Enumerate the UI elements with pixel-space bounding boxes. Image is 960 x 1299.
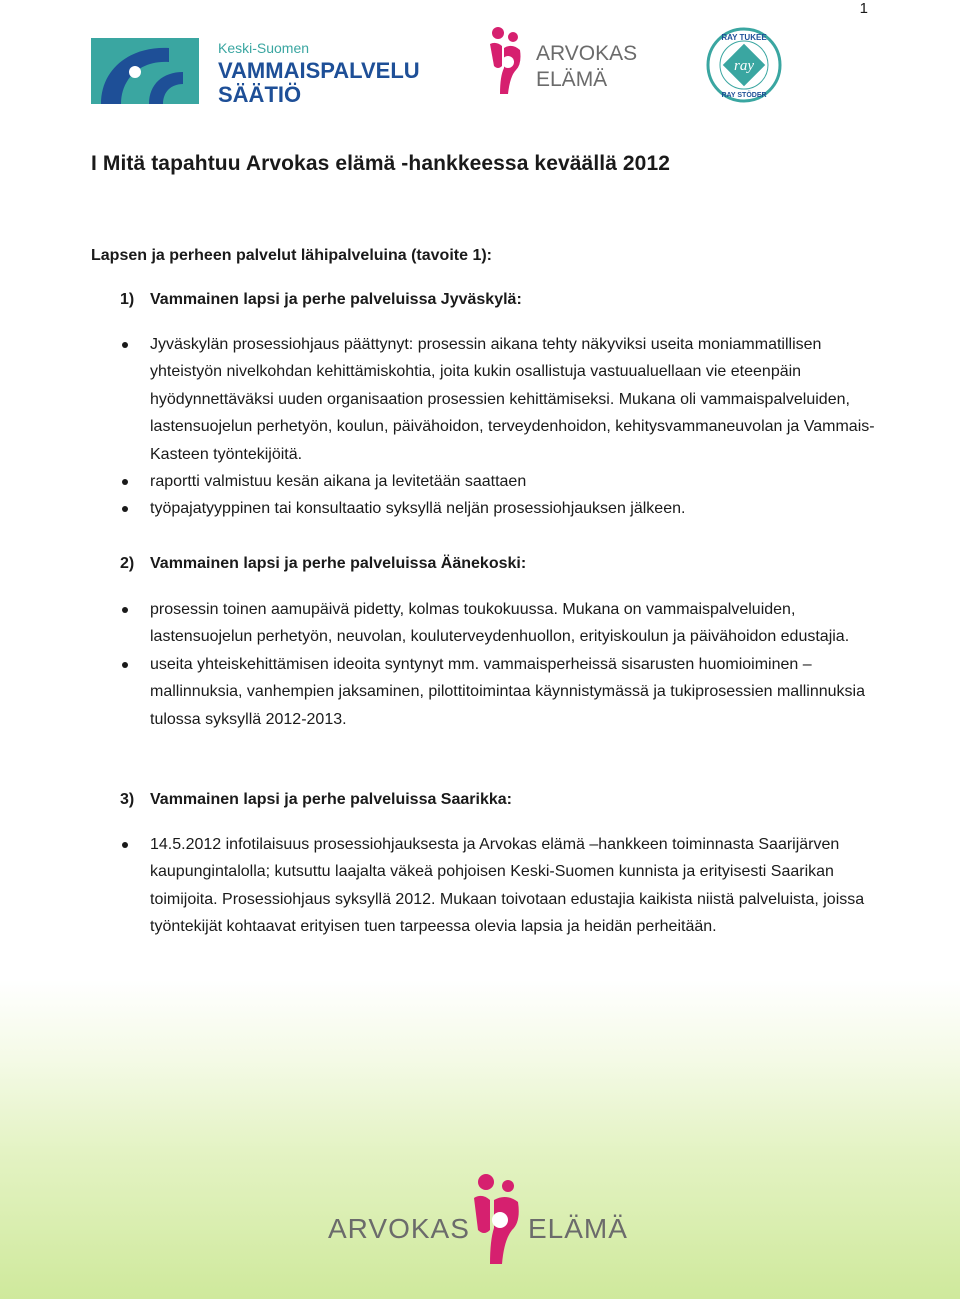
ray-tukee-badge xyxy=(704,26,784,104)
ray-center-text: ray xyxy=(734,58,754,74)
section-number: 1) xyxy=(120,291,135,308)
section-number: 3) xyxy=(120,791,135,808)
section-title: Vammainen lapsi ja perhe palveluissa Saarikka: xyxy=(150,791,512,808)
ks-logo-line1: Keski-Suomen xyxy=(218,40,310,56)
section-1-list xyxy=(120,331,880,523)
footer-logo-right: ELÄMÄ xyxy=(528,1213,628,1244)
list-item: useita yhteiskehittämisen ideoita syntynyt mm. vammaisperheissä sisarusten huomioiminen – mallinnuksia, vanhempien jaksaminen, pilottitoimintaa käynnistymässä ja tukiprosessien mallinnuksia tulossa syksyllä 2012-2013. xyxy=(120,651,880,733)
section-heading-2 xyxy=(120,555,526,573)
list-item: prosessin toinen aamupäivä pidetty, kolmas toukokuussa. Mukana on vammaispalveluiden, lastensuojelun perhetyön, neuvolan, kouluterveydenhuollon, erityiskoulun ja päivähoidon edustajia. xyxy=(120,596,880,651)
arvokas-elama-footer-logo xyxy=(328,1168,628,1268)
ks-logo-line3: SÄÄTIÖ xyxy=(218,82,302,106)
document-title: I Mitä tapahtuu Arvokas elämä -hankkeessa keväällä 2012 xyxy=(91,152,671,175)
list-item: Jyväskylän prosessiohjaus päättynyt: prosessin aikana tehty näkyviksi useita moniammatillisen yhteistyön nivelkohdan kehittämiskohtia, joita kukin osallistuja vastuualuellaan vie eteenpäin hyödynnettäväksi uuden organisaation prosessien kehittämiseksi. Mukana oli vammaispalveluiden, lastensuojelun perhetyön, koulun, päivähoidon, terveydenhoidon, kehitysvammaneuvolan ja Vammais-Kasteen työntekijöitä. xyxy=(120,331,880,468)
section-title: Vammainen lapsi ja perhe palveluissa Jyväskylä: xyxy=(150,291,522,308)
arvokas-elama-logo xyxy=(486,24,646,100)
list-item: raportti valmistuu kesän aikana ja levitetään saattaen xyxy=(120,468,880,495)
list-item: työpajatyyppinen tai konsultaatio syksyllä neljän prosessiohjauksen jälkeen. xyxy=(120,495,880,522)
section-3-list xyxy=(120,831,880,941)
ae-logo-line2: ELÄMÄ xyxy=(536,68,608,91)
section-2-list xyxy=(120,596,880,733)
section-heading-3 xyxy=(120,791,512,809)
list-item: 14.5.2012 infotilaisuus prosessiohjauksesta ja Arvokas elämä –hankkeen toiminnasta Saarijärven kaupungintalolla; kutsuttu laajalta väkeä pohjoisen Keski-Suomen kunnista ja erityisesti Saarikan toimijoita. Prosessiohjaus syksyllä 2012. Mukaan toivotaan edustajia kaikista niistä palveluista, joissa työntekijät kohtaavat erityisen tuen tarpeessa olevia lapsia ja heidän perheitään. xyxy=(120,831,880,941)
ks-logo-line2: VAMMAISPALVELU xyxy=(218,58,420,83)
page-number: 1 xyxy=(859,0,868,17)
section-title: Vammainen lapsi ja perhe palveluissa Äänekoski: xyxy=(150,555,527,572)
ae-logo-line1: ARVOKAS xyxy=(536,42,638,65)
ks-vammaispalvelusaatio-logo xyxy=(91,38,431,106)
footer-logo-left: ARVOKAS xyxy=(328,1213,470,1244)
header-logos xyxy=(0,0,960,120)
section-number: 2) xyxy=(120,555,135,572)
ray-top-text: RAY TUKEE xyxy=(721,33,767,42)
goal-heading: Lapsen ja perheen palvelut lähipalveluina (tavoite 1): xyxy=(91,247,492,264)
ray-bottom-text: RAY STÖDER xyxy=(721,92,767,99)
section-heading-1 xyxy=(120,291,522,309)
